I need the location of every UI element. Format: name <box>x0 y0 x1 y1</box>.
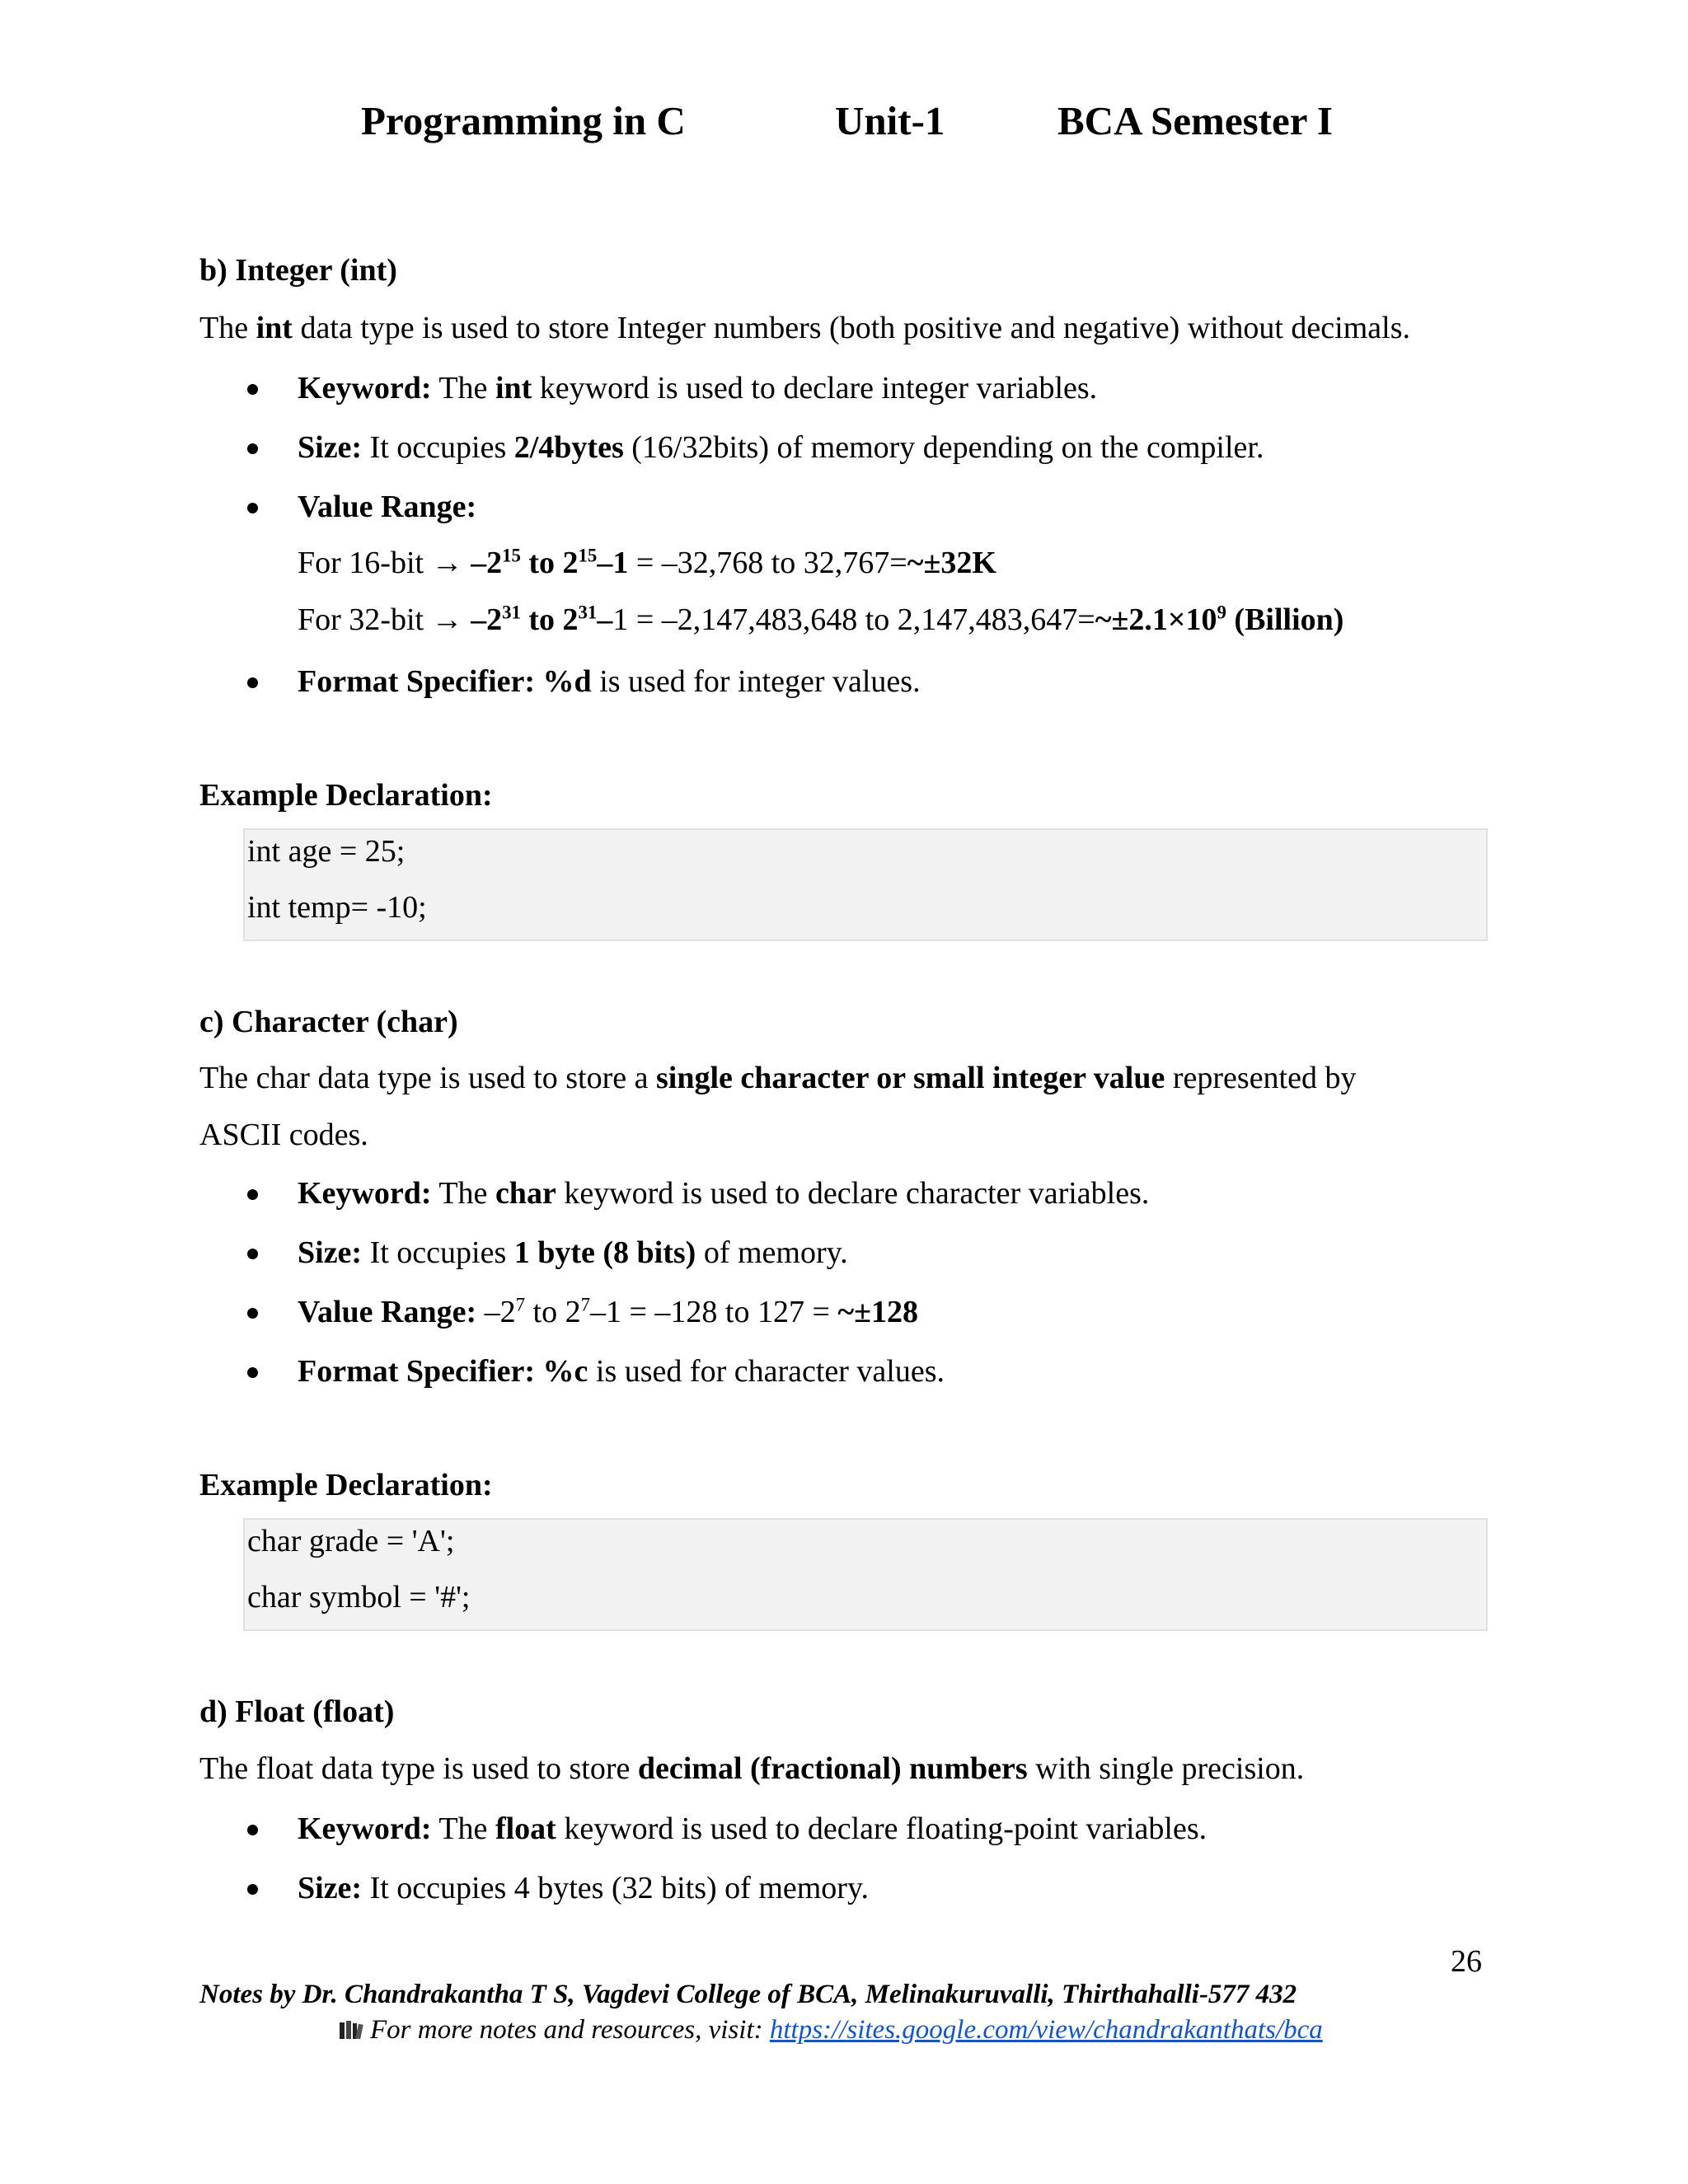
char-format-item: Format Specifier: %c is used for character values. <box>298 1354 945 1389</box>
bullet-icon <box>247 384 258 395</box>
header-unit: Unit-1 <box>835 98 945 143</box>
char-range-item: Value Range: $-2^7$ to $2^7-1 = -128$ to 127 = ~±128 <box>298 1294 919 1329</box>
int-range-32bit: For $32-bit \to -2^{31}$ to $2^{31}-1 = -2,147,483,648$ to $2,147,483,647=\sim\pm 2.1\times 10^9$ (Billion) <box>298 602 1344 637</box>
float-size-item: Size: It occupies 4 bytes (32 bits) of memory. <box>298 1871 869 1905</box>
code-line: char symbol = '#'; <box>247 1580 471 1615</box>
char-example-label: Example Declaration: <box>199 1468 493 1502</box>
int-example-label: Example Declaration: <box>199 778 493 813</box>
int-size-item: Size: It occupies 2/4bytes (16/32bits) of memory depending on the compiler. <box>298 430 1264 465</box>
header-subject: Programming in C <box>361 98 686 143</box>
char-intro-line2: ASCII codes. <box>199 1118 368 1152</box>
page-number: 26 <box>1451 1944 1482 1979</box>
bullet-icon <box>247 677 258 688</box>
int-intro: The int data type is used to store Integer numbers (both positive and negative) without decimals. <box>199 311 1410 345</box>
char-intro-line1: The char data type is used to store a single character or small integer value represented by <box>199 1061 1357 1095</box>
char-keyword-item: Keyword: The char keyword is used to declare character variables. <box>298 1176 1150 1211</box>
float-heading: d) Float (float) <box>199 1694 395 1729</box>
bullet-icon <box>247 1825 258 1835</box>
code-line: char grade = 'A'; <box>247 1524 455 1558</box>
code-line: int temp= -10; <box>247 890 427 925</box>
footer-resources <box>339 2012 1323 2048</box>
code-line: int age = 25; <box>247 834 406 869</box>
int-range-label: Value Range: <box>298 490 477 524</box>
float-intro: The float data type is used to store decimal (fractional) numbers with single precision. <box>199 1751 1305 1786</box>
char-size-item: Size: It occupies 1 byte (8 bits) of memory. <box>298 1235 848 1270</box>
int-code-block <box>243 828 1488 941</box>
bullet-icon <box>247 1367 258 1378</box>
bullet-icon <box>247 1308 258 1319</box>
int-keyword-item: Keyword: The int keyword is used to declare integer variables. <box>298 371 1098 405</box>
bullet-icon <box>247 503 258 513</box>
footer-more-text: For more notes and resources, visit: <box>370 2015 770 2045</box>
books-icon <box>339 2013 363 2033</box>
footer-link[interactable]: https://sites.google.com/view/chandrakanthats/bca <box>769 2015 1323 2045</box>
bullet-icon <box>247 1884 258 1895</box>
header-semester: BCA Semester I <box>1057 98 1333 143</box>
bullet-icon <box>247 1249 258 1259</box>
int-format-item: Format Specifier: %d is used for integer values. <box>298 664 921 699</box>
bullet-icon <box>247 443 258 454</box>
float-keyword-item: Keyword: The float keyword is used to declare floating-point variables. <box>298 1811 1207 1846</box>
bullet-icon <box>247 1189 258 1200</box>
int-heading: b) Integer (int) <box>199 253 397 288</box>
int-range-16bit: For $16-bit \to -2^{15}$ to $2^{15}-1 = -32,768$ to 32,767=~±32K <box>298 545 996 580</box>
char-heading: c) Character (char) <box>199 1005 458 1039</box>
footer-credit: Notes by Dr. Chandrakantha T S, Vagdevi College of BCA, Melinakuruvalli, Thirthahalli-577 432 <box>199 1980 1297 2009</box>
